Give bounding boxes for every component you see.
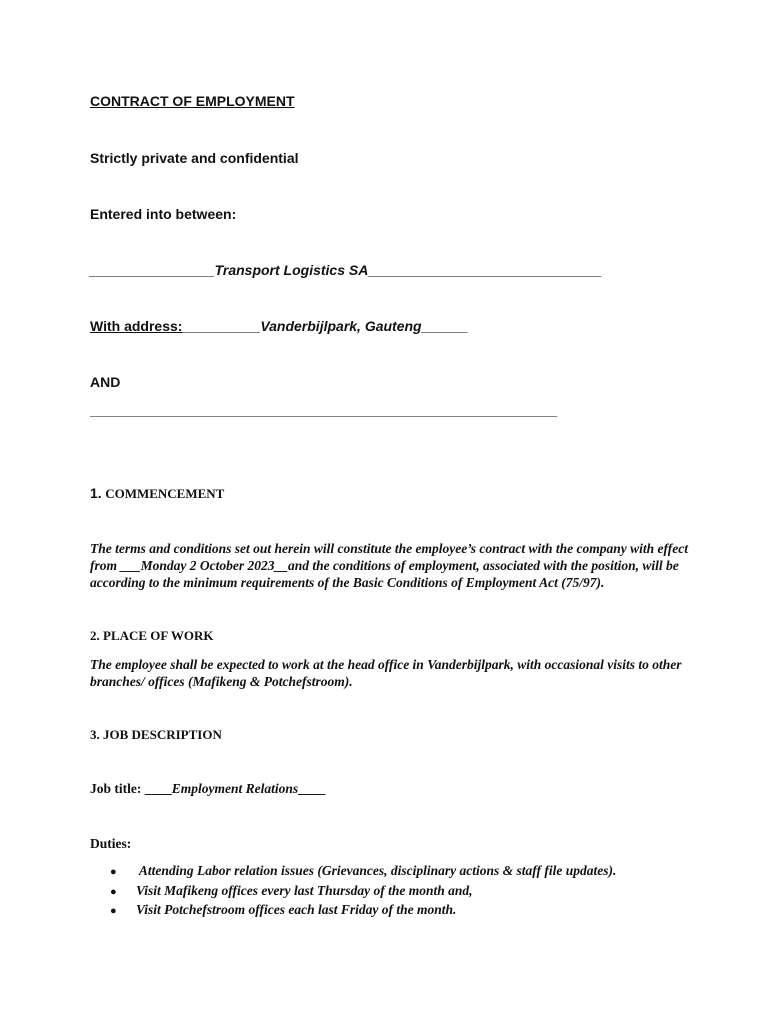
duty-item (110, 882, 616, 902)
bullet-icon: ● (110, 905, 117, 917)
confidentiality-note: Strictly private and confidential (90, 150, 299, 166)
bullet-icon: ● (110, 885, 117, 898)
duty-item (110, 901, 616, 921)
duty-text: Visit Potchefstroom offices each last Friday of the month. (136, 902, 457, 917)
entered-into-label: Entered into between: (90, 206, 237, 222)
duty-text: Attending Labor relation issues (Grievances, disciplinary actions & staff file updates). (136, 863, 617, 878)
commencement-body: The terms and conditions set out herein will constitute the employee’s contract with the company with effect from ___Monday 2 October 2023__and the conditions of employment, associated with the position, will be according to the minimum requirements of the Basic Conditions of Employment Act (75/97). (90, 541, 689, 590)
job-title-label: Job title: ____ (90, 781, 172, 796)
job-title-line (90, 781, 325, 797)
commencement-number: 1. (90, 485, 102, 501)
commencement-title: COMMENCEMENT (105, 486, 225, 501)
job-title-value: Employment Relations (171, 781, 299, 796)
commencement-heading (90, 485, 224, 503)
duty-text: Visit Mafikeng offices every last Thursday of the month and, (136, 882, 473, 898)
document-title: CONTRACT OF EMPLOYMENT (90, 93, 295, 109)
bullet-icon: ● (110, 866, 117, 878)
place-of-work-heading: 2. PLACE OF WORK (90, 628, 214, 643)
place-of-work-body: The employee shall be expected to work at the head office in Vanderbijlpark, with occasional visits to other branches/ offices (Mafikeng & Potchefstroom). (90, 657, 682, 689)
employee-blank-line: ____________________________________________________________ (90, 402, 558, 418)
company-name-line: ________________Transport Logistics SA______________________________ (90, 262, 602, 278)
address-line (90, 318, 468, 334)
duties-label: Duties: (90, 836, 132, 851)
job-description-heading: 3. JOB DESCRIPTION (90, 727, 222, 742)
and-label: AND (90, 374, 121, 390)
address-label: With address: (90, 318, 183, 334)
address-value: __________Vanderbijlpark, Gauteng______ (182, 318, 469, 334)
duty-item (110, 862, 616, 882)
duties-list (110, 862, 616, 921)
job-title-trail: ____ (298, 781, 326, 796)
